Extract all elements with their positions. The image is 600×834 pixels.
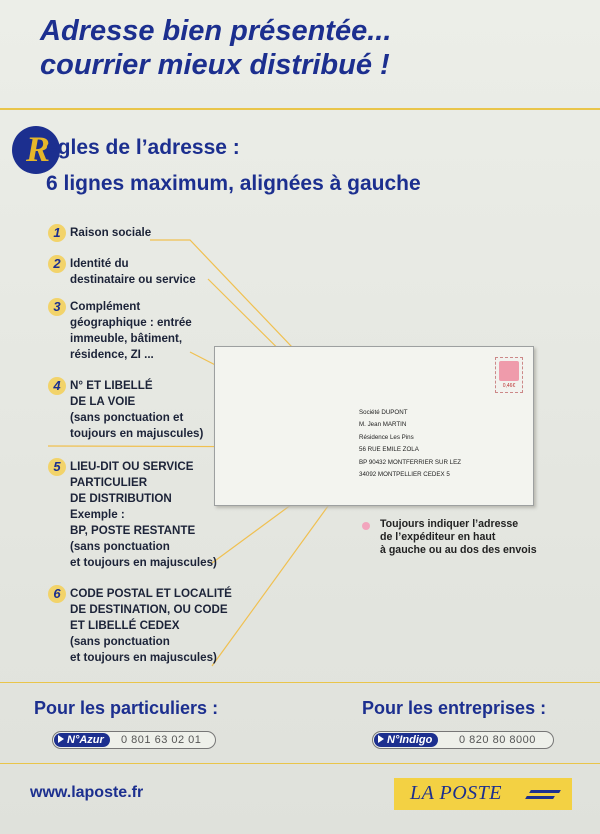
note-line: Toujours indiquer l’adresse xyxy=(380,518,519,530)
rule-number: 5 xyxy=(48,458,66,476)
rule-line: (sans ponctuation xyxy=(70,540,170,553)
companies-label: Pour les entreprises : xyxy=(362,698,547,718)
note-line: à gauche ou au dos des envois xyxy=(380,544,537,556)
logo-text: LA POSTE xyxy=(410,782,502,804)
rules-title: egles de l’adresse : xyxy=(46,136,240,159)
rule-line: BP, POSTE RESTANTE xyxy=(70,524,196,537)
indigo-phone-number[interactable] xyxy=(372,731,554,749)
rule-line: Exemple : xyxy=(70,508,125,521)
rule-line: CODE POSTAL ET LOCALITÉ xyxy=(70,587,232,600)
rule-number: 6 xyxy=(48,585,66,603)
headline-line-1: Adresse bien présentée... xyxy=(40,15,392,47)
rule-number: 2 xyxy=(48,255,66,273)
contacts-divider xyxy=(0,682,600,683)
headline-line-2: courrier mieux distribué ! xyxy=(40,49,390,81)
rule-line: LIEU-DIT OU SERVICE xyxy=(70,460,194,473)
rule-line: géographique : entrée xyxy=(70,316,192,329)
footer-divider xyxy=(0,763,600,764)
address-line: Société DUPONT xyxy=(359,409,408,416)
stamp-value: 0,46€ xyxy=(502,383,516,389)
address-line: 34092 MONTPELLIER CEDEX 5 xyxy=(359,471,450,479)
rule-line: immeuble, bâtiment, xyxy=(70,332,183,345)
rule-line: DE LA VOIE xyxy=(70,395,136,408)
stamp-icon xyxy=(495,357,523,393)
indigo-brand-label: N°Indigo xyxy=(387,734,433,746)
azur-brand xyxy=(54,733,110,747)
envelope-address xyxy=(359,407,461,481)
azur-number: 0 801 63 02 01 xyxy=(121,734,202,746)
individuals-label: Pour les particuliers : xyxy=(34,698,219,718)
address-line: Résidence Les Pins xyxy=(359,433,414,441)
arrow-right-icon xyxy=(378,735,384,743)
rule-line: (sans ponctuation xyxy=(70,635,170,648)
rule-line: destinataire ou service xyxy=(70,273,196,286)
note-line: de l’expéditeur en haut xyxy=(380,531,496,543)
rule-line: Identité du xyxy=(70,257,129,270)
azur-brand-label: N°Azur xyxy=(67,734,104,746)
address-line: 56 RUE EMILE ZOLA xyxy=(359,446,419,454)
la-poste-logo xyxy=(394,778,572,810)
rule-line: N° ET LIBELLÉ xyxy=(70,379,153,392)
rule-line: et toujours en majuscules) xyxy=(70,651,217,664)
bullet-icon xyxy=(362,522,370,530)
bird-icon-wing xyxy=(525,796,555,799)
rule-line: (sans ponctuation et xyxy=(70,411,184,424)
address-line: M. Jean MARTIN xyxy=(359,421,407,429)
rule-line: toujours en majuscules) xyxy=(70,427,204,440)
sample-envelope xyxy=(214,346,534,506)
rule-line: Complément xyxy=(70,300,141,313)
indigo-number: 0 820 80 8000 xyxy=(459,734,536,746)
arrow-right-icon xyxy=(58,735,64,743)
rules-subtitle: 6 lignes maximum, alignées à gauche xyxy=(46,172,421,195)
rule-line: DE DISTRIBUTION xyxy=(70,492,172,505)
indigo-brand xyxy=(374,733,438,747)
rule-line: Raison sociale xyxy=(70,226,152,239)
website-link[interactable]: www.laposte.fr xyxy=(30,784,144,801)
rule-number: 4 xyxy=(48,377,66,395)
rule-number: 3 xyxy=(48,298,66,316)
rule-line: PARTICULIER xyxy=(70,476,148,489)
rule-line: ET LIBELLÉ CEDEX xyxy=(70,619,180,632)
rule-number: 1 xyxy=(48,224,66,242)
rules-badge-letter: R xyxy=(26,129,51,169)
rule-line: DE DESTINATION, OU CODE xyxy=(70,603,228,616)
address-line: BP 90432 MONTFERRIER SUR LEZ xyxy=(359,458,462,466)
azur-phone-number[interactable] xyxy=(52,731,216,749)
rule-line: et toujours en majuscules) xyxy=(70,556,217,569)
bird-icon xyxy=(529,790,561,793)
rule-line: résidence, ZI ... xyxy=(70,348,154,361)
